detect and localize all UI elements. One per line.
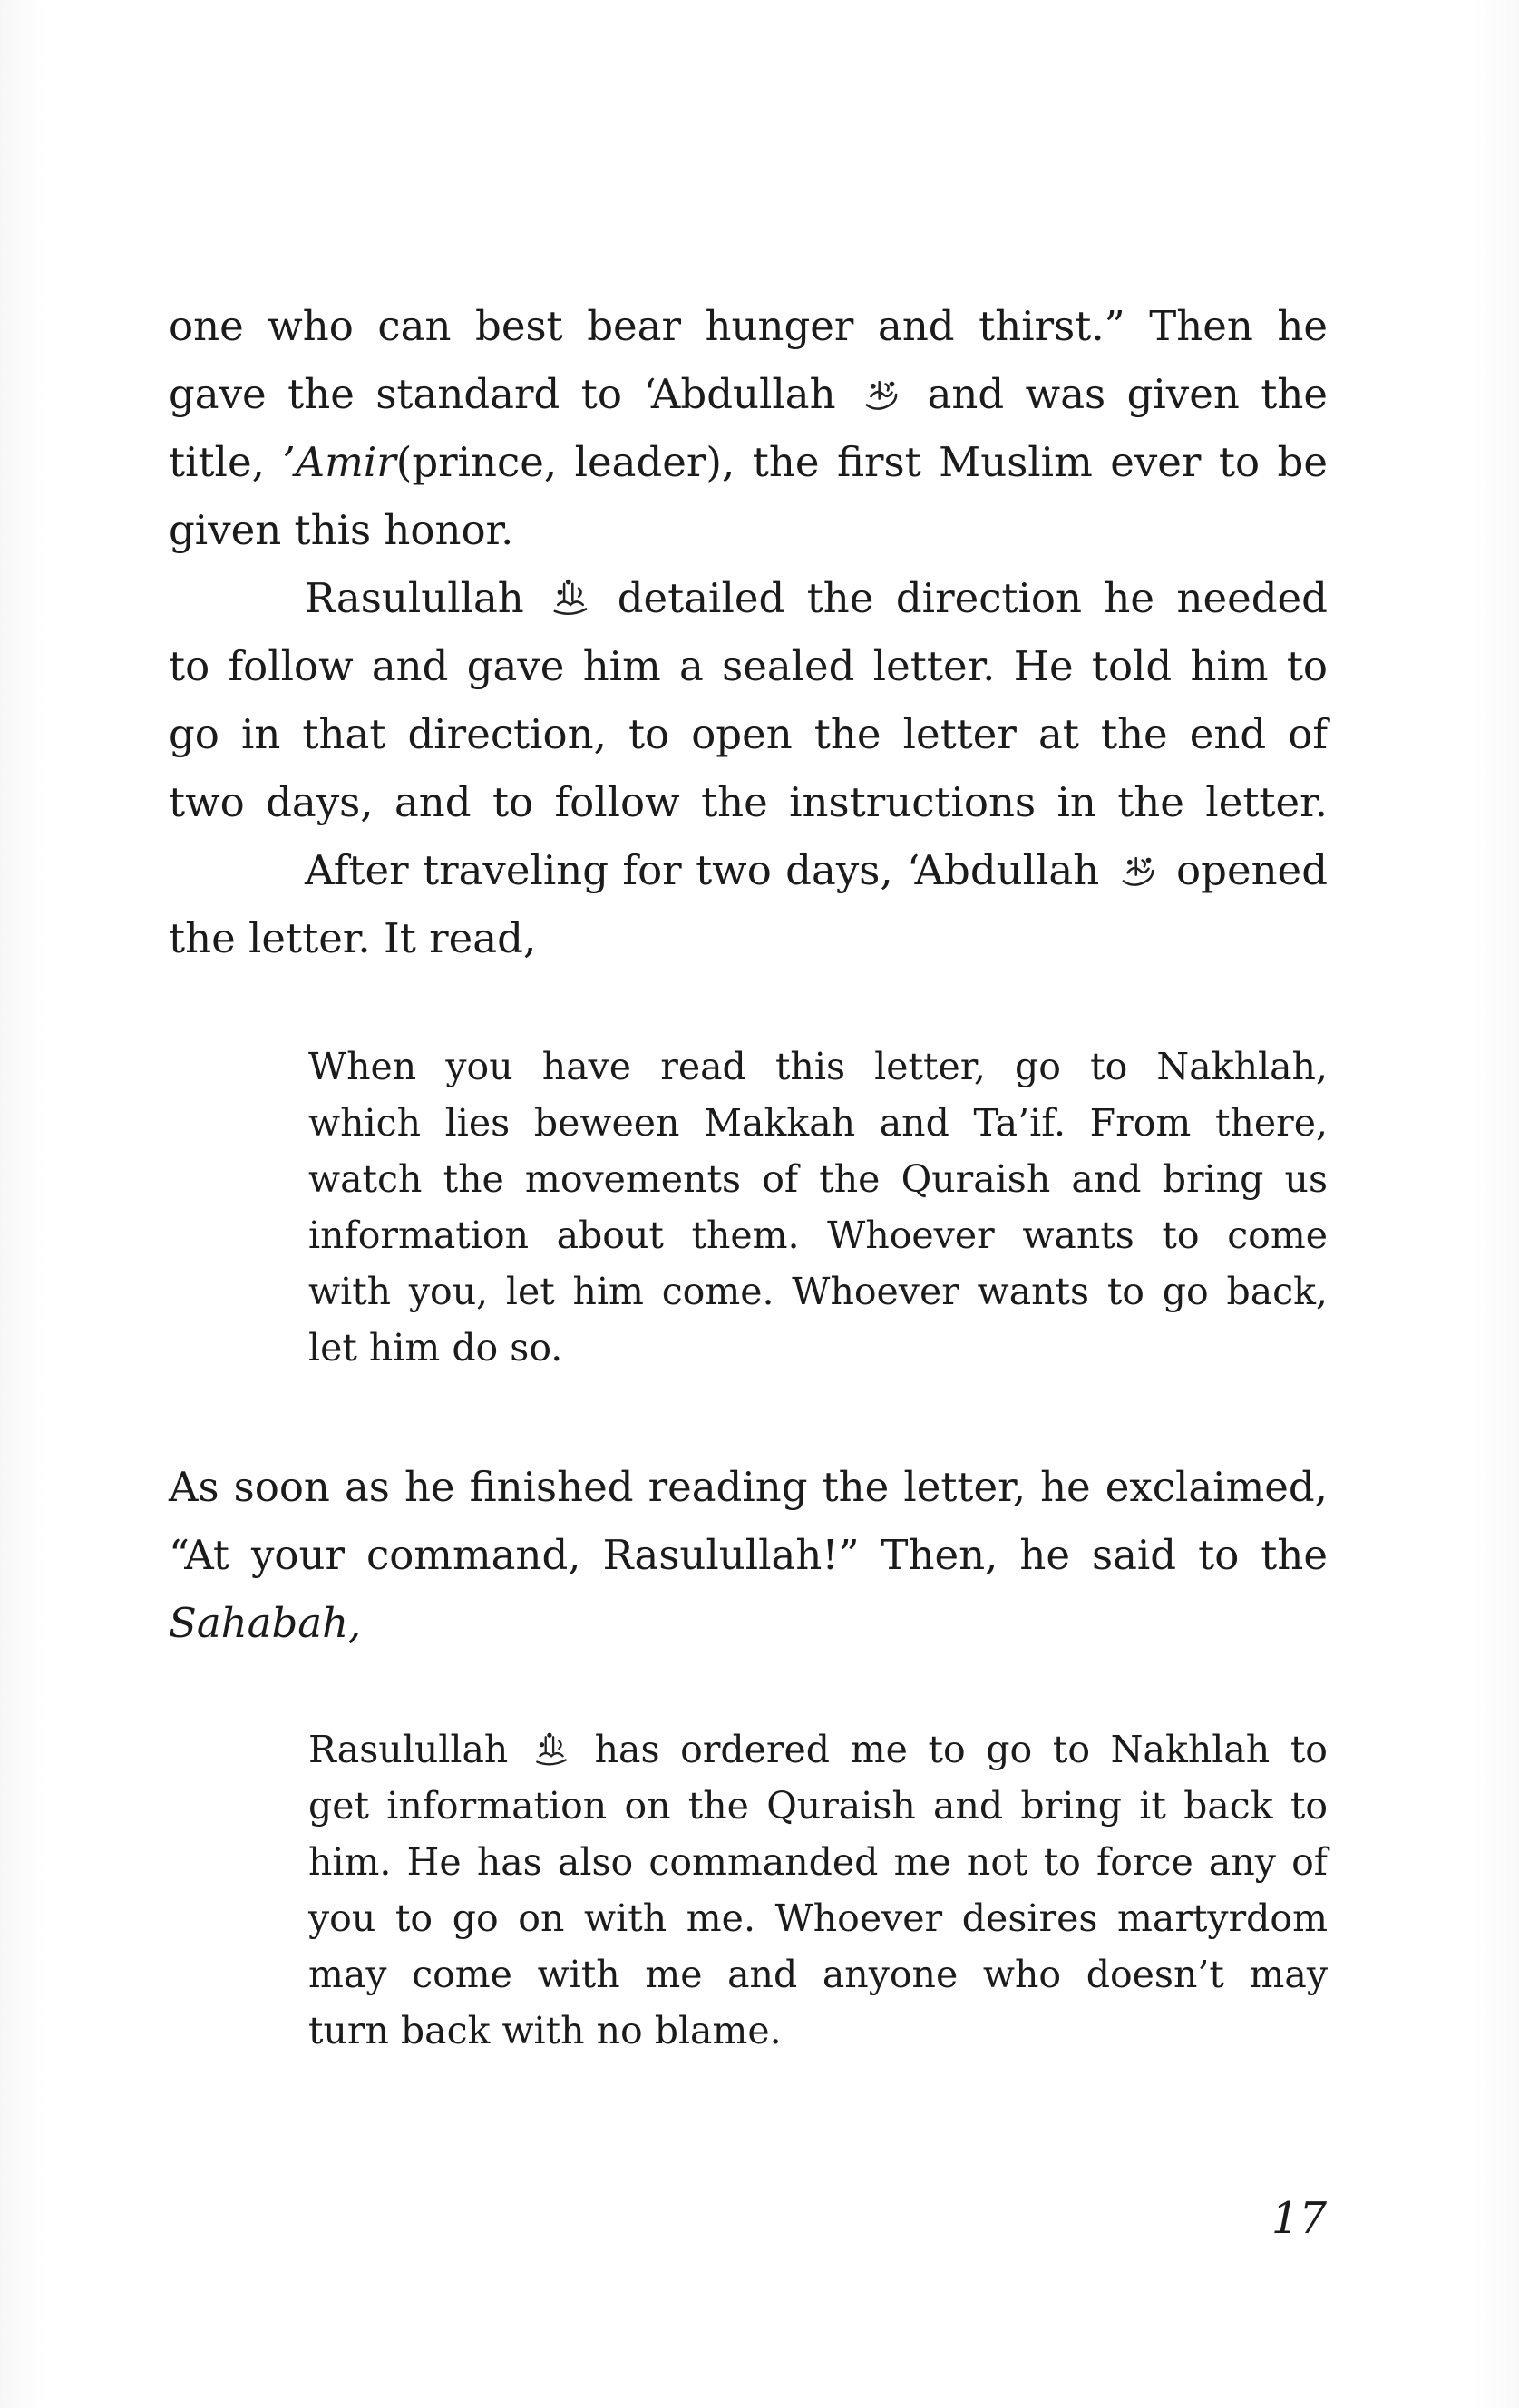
body-line	[169, 1453, 1328, 1521]
text-span: turn back with no blame.	[308, 2009, 782, 2052]
paragraph-4	[169, 1453, 1328, 1657]
quote-line	[308, 2003, 1328, 2059]
body-line	[169, 768, 1328, 836]
radiallahu-anhu-icon	[1117, 843, 1159, 885]
body-line	[169, 360, 1328, 428]
text-span: which lies beween Makkah and Ta’if. From there,	[308, 1101, 1328, 1145]
italic-term: ’Amir	[282, 438, 396, 486]
text-span: you to go on with me. Whoever desires martyrdom	[308, 1896, 1328, 1940]
block-quote-1	[308, 1038, 1328, 1376]
text-span: him. He has also commanded me not to force any of	[308, 1840, 1328, 1884]
page-number: 17	[1271, 2193, 1327, 2244]
text-span: Rasulullah	[308, 1728, 509, 1771]
text-span: watch the movements of the Quraish and bring us	[308, 1157, 1328, 1201]
body-line	[169, 904, 1328, 972]
text-span: After traveling for two days, ‘Abdullah	[305, 846, 1100, 894]
text-span: to follow and gave him a sealed letter. He told him to	[169, 642, 1328, 690]
body-line	[169, 496, 1328, 564]
text-span: get information on the Quraish and bring it back to	[308, 1784, 1328, 1828]
body-line	[169, 428, 1328, 496]
quote-line	[308, 1890, 1328, 1946]
body-line	[169, 632, 1328, 700]
text-span: let him do so.	[308, 1326, 563, 1370]
text-span: When you have read this letter, go to Nakhlah,	[308, 1045, 1328, 1088]
text-span: detailed the direction he needed	[617, 574, 1328, 622]
body-line	[169, 1589, 1328, 1657]
quote-line	[308, 1320, 1328, 1376]
italic-term: Sahabah,	[169, 1599, 362, 1647]
paragraph-3	[169, 836, 1328, 972]
text-span: (prince, leader), the first Muslim ever to be	[395, 438, 1328, 486]
block-quote-2	[308, 1721, 1328, 2059]
text-span: the letter. It read,	[169, 914, 537, 962]
quote-line	[308, 1038, 1328, 1095]
sallallahu-alayhi-wasallam-icon	[532, 1729, 570, 1767]
quote-line	[308, 1207, 1328, 1263]
body-line	[169, 564, 1328, 632]
quote-line	[308, 1095, 1328, 1151]
quote-line	[308, 1834, 1328, 1890]
text-span: As soon as he finished reading the letter, he exclaimed,	[169, 1463, 1328, 1511]
paragraph-1	[169, 292, 1328, 564]
text-span: two days, and to follow the instructions in the letter.	[169, 778, 1328, 826]
body-line	[169, 292, 1328, 360]
text-span: “At your command, Rasulullah!” Then, he said to the	[169, 1531, 1328, 1579]
quote-line	[308, 1263, 1328, 1320]
text-span: may come with me and anyone who doesn’t may	[308, 1953, 1328, 1996]
text-span: opened	[1176, 846, 1328, 894]
text-span: Rasulullah	[305, 574, 524, 622]
quote-line	[308, 1721, 1328, 1778]
text-span: go in that direction, to open the letter at the end of	[169, 710, 1328, 758]
sallallahu-alayhi-wasallam-icon	[550, 571, 591, 613]
text-span: given this honor.	[169, 506, 514, 554]
text-span: information about them. Whoever wants to come	[308, 1214, 1328, 1257]
text-span: has ordered me to go to Nakhlah to	[594, 1728, 1328, 1771]
text-span: with you, let him come. Whoever wants to go back,	[308, 1270, 1328, 1313]
body-line	[169, 836, 1328, 904]
text-span: and was given the	[927, 370, 1328, 418]
quote-line	[308, 1151, 1328, 1207]
body-line	[169, 1521, 1328, 1589]
paragraph-2	[169, 564, 1328, 836]
text-span: title,	[169, 438, 265, 486]
quote-line	[308, 1778, 1328, 1834]
body-line	[169, 700, 1328, 768]
text-span: gave the standard to ‘Abdullah	[169, 370, 836, 418]
radiallahu-anhu-icon	[861, 367, 902, 409]
text-span: one who can best bear hunger and thirst.” Then he	[169, 302, 1328, 350]
quote-line	[308, 1946, 1328, 2003]
